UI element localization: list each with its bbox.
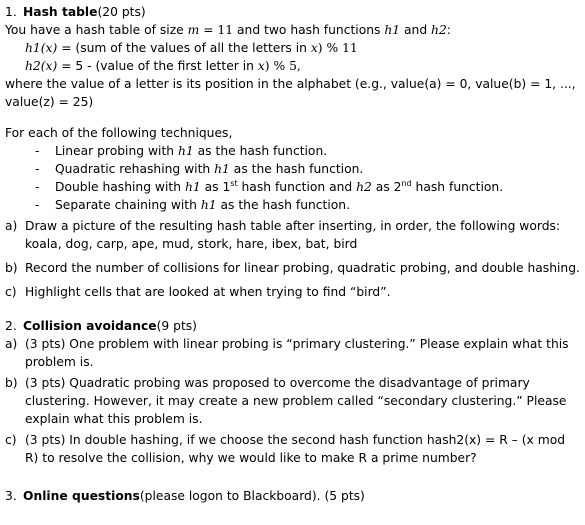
question-1c: c) Highlight cells that are looked at when trying to find “bird”. bbox=[5, 285, 391, 299]
section-title: Collision avoidance bbox=[23, 319, 157, 333]
value-definition: where the value of a letter is its position in the alphabet (e.g., value(a) = 0, value(b) = 1, ..., bbox=[5, 77, 576, 91]
section-2-heading bbox=[5, 317, 581, 335]
question-1a: a) Draw a picture of the resulting hash table after inserting, in order, the following words: koala, dog, carp, ape, mud, stork, hare, ibex, bat, bird bbox=[5, 219, 561, 251]
section-number: 3. bbox=[5, 489, 17, 503]
section-title: Hash table bbox=[23, 5, 98, 19]
technique-item: - Linear probing with h1 as the hash function. bbox=[35, 144, 328, 158]
h2-definition: h2(x) = 5 - (value of the first letter in x) % 5, bbox=[25, 59, 301, 73]
section-number: 2. bbox=[5, 319, 17, 333]
question-2c: c) (3 pts) In double hashing, if we choose the second hash function hash2(x) = R – (x mod R) to resolve the collision, why we would like to make R a prime number? bbox=[5, 433, 566, 465]
question-2a: a) (3 pts) One problem with linear probing is “primary clustering.” Please explain what this problem is. bbox=[5, 337, 569, 369]
value-definition-cont: value(z) = 25) bbox=[5, 95, 94, 109]
section-title: Online questions bbox=[23, 489, 140, 503]
technique-item: - Separate chaining with h1 as the hash function. bbox=[35, 198, 351, 212]
section-description: (please logon to Blackboard). (5 pts) bbox=[139, 489, 365, 503]
section-1-heading bbox=[5, 3, 581, 21]
intro-line: You have a hash table of size m = 11 and two hash functions h1 and h2: bbox=[5, 23, 451, 37]
techniques-intro: For each of the following techniques, bbox=[5, 126, 233, 140]
technique-item: - Double hashing with h1 as 1st hash function and h2 as 2nd hash function. bbox=[35, 178, 504, 194]
question-2b: b) (3 pts) Quadratic probing was proposed to overcome the disadvantage of primary clustering. However, it may create a new problem called “secondary clustering.” Please explain what this problem is. bbox=[5, 376, 567, 426]
section-points: (9 pts) bbox=[156, 319, 197, 333]
question-1b: b) Record the number of collisions for linear probing, quadratic probing, and double hashing. bbox=[5, 261, 580, 275]
h1-definition: h1(x) = (sum of the values of all the letters in x) % 11 bbox=[25, 41, 358, 55]
section-points: (20 pts) bbox=[97, 5, 146, 19]
section-3-heading bbox=[5, 487, 581, 505]
technique-item: - Quadratic rehashing with h1 as the hash function. bbox=[35, 162, 364, 176]
section-number: 1. bbox=[5, 5, 17, 19]
